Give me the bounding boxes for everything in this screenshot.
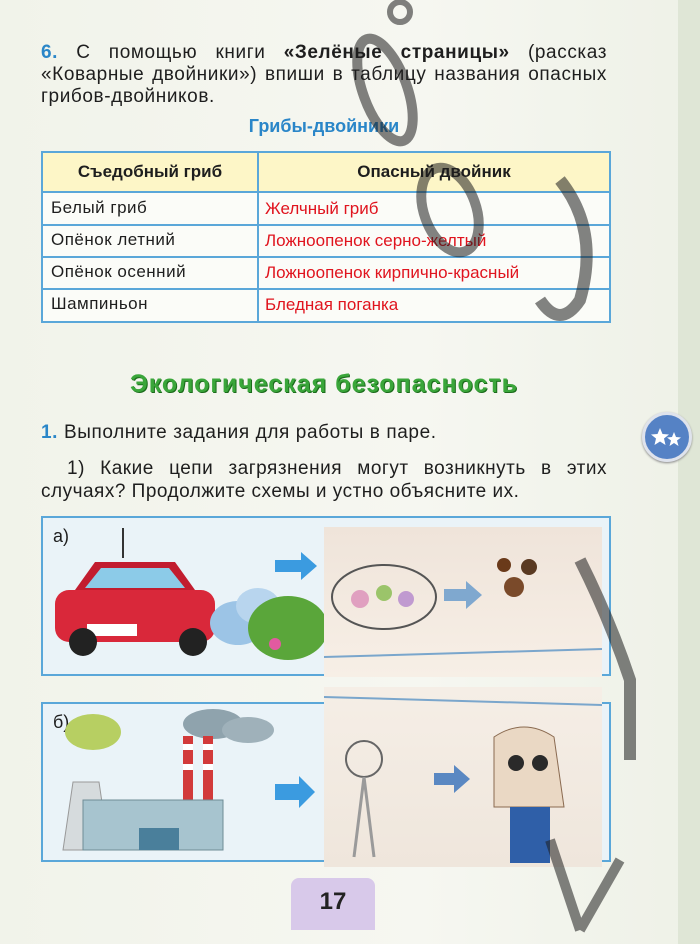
book-title: «Зелёные страницы» <box>283 42 510 63</box>
task-6-number: 6. <box>41 42 59 63</box>
edible-mushroom: Опёнок летний <box>51 230 176 249</box>
dangerous-twin: Желчный гриб <box>265 199 379 218</box>
task-1-number: 1. <box>41 422 59 443</box>
edible-mushroom: Белый гриб <box>51 198 148 217</box>
edible-mushroom: Шампиньон <box>51 294 149 313</box>
task-6-text-after: (рассказ «Коварные двойники») впиши в таблицу названия опасных грибов-двойников. <box>41 42 608 107</box>
edible-mushroom: Опёнок осенний <box>51 262 187 281</box>
table-title: Грибы-двойники <box>248 116 400 136</box>
task-1-text: Выполните задания для работы в паре. <box>63 422 437 443</box>
dangerous-twin: Ложноопенок кирпично-красный <box>265 263 520 282</box>
panel-label-a: а) <box>53 526 70 546</box>
dangerous-twin: Ложноопенок серно-желтый <box>265 231 487 250</box>
section-title: Экологическая безопасность <box>129 370 519 398</box>
dangerous-twin: Бледная поганка <box>265 295 399 314</box>
panel-label-b: б) <box>53 712 70 732</box>
page-number: 17 <box>319 888 347 915</box>
task-1-subtask: 1) Какие цепи загрязнения могут возникнуть в этих случаях? Продолжите схемы и устно объясните их. <box>41 458 607 502</box>
task-6-text-before: С помощью книги <box>58 42 284 63</box>
watermark-strokes <box>330 0 700 944</box>
table-header-edible: Съедобный гриб <box>43 153 257 193</box>
table-header-dangerous: Опасный двойник <box>259 153 609 193</box>
